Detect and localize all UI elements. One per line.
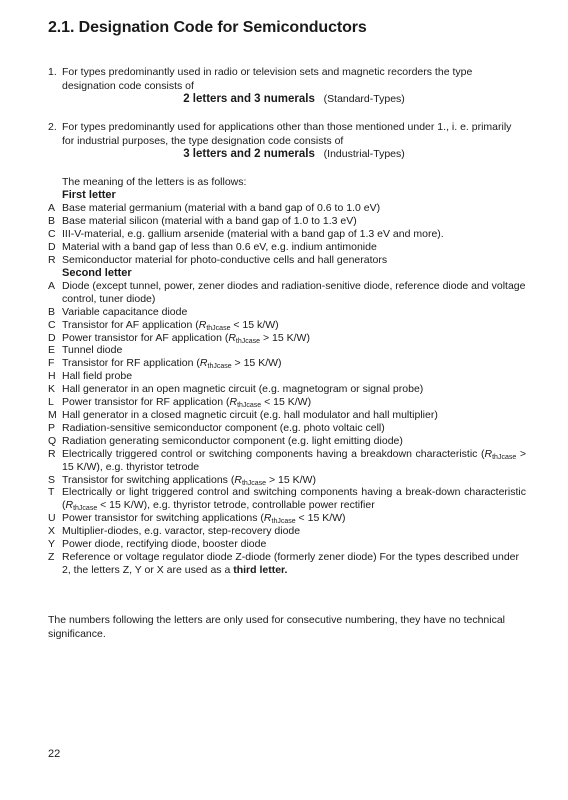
letter-description [62, 551, 526, 577]
intro-text: For types predominantly used in radio or television sets and magnetic recorders the type designation code consists of [62, 66, 473, 92]
letter-code: Q [48, 434, 57, 447]
letter-description [62, 422, 526, 435]
resistance-symbol: R [484, 447, 493, 460]
third-letter-emphasis: third letter. [233, 563, 288, 576]
resistance-symbol: R [263, 512, 272, 525]
letter-item [48, 357, 526, 370]
letter-item [48, 512, 526, 525]
intro-suffix: (Standard-Types) [323, 93, 405, 105]
letter-item [48, 474, 526, 487]
letter-item [48, 409, 526, 422]
letter-item [48, 215, 526, 228]
resistance-subscript: thJcase [492, 453, 517, 461]
description-text: Power transistor for switching applications ( [62, 512, 264, 525]
letter-item [48, 254, 526, 267]
resistance-subscript: thJcase [271, 518, 296, 526]
description-text: Reference or voltage regulator diode Z-diode (formerly zener diode) For the types described under 2, the letters Z, Y or X are used as a [62, 550, 519, 576]
resistance-symbol: R [199, 357, 208, 370]
letter-item [48, 551, 526, 577]
letter-description [62, 409, 526, 422]
description-text: Radiation generating semiconductor component (e.g. light emitting diode) [62, 434, 403, 447]
letter-code: H [48, 370, 56, 383]
description-text: Semiconductor material for photo-conductive cells and hall generators [62, 253, 388, 266]
first-letter-list [48, 189, 526, 266]
description-text: Variable capacitance diode [62, 305, 188, 318]
second-letter-heading: Second letter [62, 267, 132, 279]
letter-code: D [48, 331, 56, 344]
description-text: Power transistor for RF application ( [62, 396, 230, 409]
letter-item [48, 422, 526, 435]
footer-note: The numbers following the letters are only used for consecutive numbering, they have no technical significance. [48, 614, 506, 640]
letter-code: P [48, 421, 56, 434]
letter-code: Z [48, 550, 55, 563]
resistance-symbol: R [228, 331, 236, 344]
second-letter-list [48, 267, 526, 577]
letter-description [62, 319, 526, 332]
letter-description [62, 383, 526, 396]
letter-description [62, 525, 526, 538]
description-text: III-V-material, e.g. gallium arsenide (material with a band gap of 1.3 eV and more). [62, 227, 444, 240]
letter-item [48, 344, 526, 357]
letter-code: B [48, 305, 56, 318]
letter-code: S [48, 473, 56, 486]
letter-code: X [48, 525, 56, 538]
letter-description [62, 512, 526, 525]
letter-code: A [48, 201, 56, 214]
letter-description [62, 332, 526, 345]
letter-item [48, 228, 526, 241]
letter-item [48, 383, 526, 396]
description-text: Transistor for switching applications ( [62, 473, 235, 486]
description-text: Multiplier-diodes, e.g. varactor, step-recovery diode [62, 525, 301, 538]
intro-text: For types predominantly used for applications other than those mentioned under 1., i. e. primarily for industrial purposes, the type designation code consists of [62, 121, 512, 147]
intro-item-1 [48, 66, 526, 107]
intro-highlight: 3 letters and 2 numerals [183, 148, 315, 160]
letter-code: A [48, 279, 56, 292]
description-text: > 15 K/W) [260, 331, 310, 344]
description-text: Diode (except tunnel, power, zener diodes and radiation-senitive diode, reference diode and voltage control, tuner diode) [62, 279, 526, 305]
letter-description [62, 474, 526, 487]
letter-description [62, 202, 526, 215]
letter-description [62, 357, 526, 370]
description-text: < 15 K/W), e.g. thyristor tetrode, controllable power rectifier [97, 499, 375, 512]
letter-description [62, 228, 526, 241]
description-text: > 15 K/W), e.g. thyristor tetrode [62, 447, 526, 473]
letter-description [62, 241, 526, 254]
resistance-symbol: R [234, 473, 242, 486]
resistance-symbol: R [65, 499, 74, 512]
letter-description [62, 306, 526, 319]
description-text: Power transistor for AF application ( [62, 331, 229, 344]
letter-description [62, 435, 526, 448]
letter-description [62, 448, 526, 474]
letter-code: B [48, 214, 56, 227]
section-title: 2.1. Designation Code for Semiconductors [48, 19, 367, 36]
letter-item [48, 306, 526, 319]
letter-description [62, 254, 526, 267]
resistance-subscript: thJcase [237, 402, 262, 410]
letter-item [48, 241, 526, 254]
resistance-subscript: thJcase [73, 505, 98, 513]
meaning-heading: The meaning of the letters is as follows: [62, 176, 247, 188]
intro-item-2 [48, 121, 526, 162]
resistance-symbol: R [198, 318, 207, 331]
letter-item [48, 538, 526, 551]
letter-item [48, 486, 526, 512]
letter-code: K [48, 383, 56, 396]
letter-item [48, 370, 526, 383]
letter-code: R [48, 447, 56, 460]
resistance-subscript: thJcase [241, 479, 267, 487]
description-text: < 15 K/W) [295, 512, 346, 525]
letter-item [48, 396, 526, 409]
description-text: Material with a band gap of less than 0.6 eV, e.g. indium antimonide [62, 240, 377, 253]
letter-item [48, 448, 526, 474]
letter-code: Y [48, 538, 56, 551]
letter-item [48, 202, 526, 215]
intro-number: 1. [48, 66, 57, 78]
description-text: Hall field probe [62, 370, 133, 383]
letter-item [48, 525, 526, 538]
letter-code: E [48, 344, 56, 357]
letter-code: C [48, 227, 56, 240]
letter-code: U [48, 512, 56, 525]
intro-highlight: 2 letters and 3 numerals [183, 93, 315, 105]
description-text: Transistor for AF application ( [62, 318, 199, 331]
description-text: Power diode, rectifying diode, booster diode [62, 538, 267, 551]
resistance-subscript: thJcase [235, 337, 261, 345]
description-text: Electrically or light triggered control and switching components having a break-down characteristic ( [62, 486, 526, 512]
description-text: < 15 K/W) [261, 396, 312, 409]
description-text: Hall generator in a closed magnetic circuit (e.g. hall modulator and hall multiplier) [62, 408, 438, 421]
description-text: Electrically triggered control or switching components having a breakdown characteristic ( [62, 447, 485, 460]
letter-item [48, 435, 526, 448]
letter-code: R [48, 253, 56, 266]
letter-code: T [48, 486, 55, 499]
letter-code: D [48, 240, 56, 253]
letter-description [62, 538, 526, 551]
description-text: Hall generator in an open magnetic circuit (e.g. magnetogram or signal probe) [62, 383, 424, 396]
letter-description [62, 215, 526, 228]
resistance-symbol: R [229, 396, 238, 409]
letter-code: C [48, 318, 56, 331]
letter-item [48, 280, 526, 306]
page-number: 22 [48, 748, 61, 760]
resistance-subscript: thJcase [206, 324, 231, 332]
first-letter-heading: First letter [62, 189, 116, 201]
intro-number: 2. [48, 121, 57, 133]
letter-description [62, 280, 526, 306]
description-text: > 15 K/W) [266, 473, 316, 486]
letter-code: F [48, 357, 55, 370]
description-text: < 15 k/W) [230, 318, 279, 331]
intro-designation [62, 93, 526, 107]
letter-description [62, 370, 526, 383]
intro-designation [62, 148, 526, 162]
letter-code: L [48, 396, 54, 409]
description-text: Radiation-sensitive semiconductor component (e.g. photo voltaic cell) [62, 421, 385, 434]
description-text: Base material germanium (material with a band gap of 0.6 to 1.0 eV) [62, 201, 381, 214]
description-text: Tunnel diode [62, 344, 123, 357]
letter-description [62, 486, 526, 512]
resistance-subscript: thJcase [207, 363, 232, 371]
description-text: Transistor for RF application ( [62, 357, 200, 370]
letter-item [48, 332, 526, 345]
description-text: > 15 K/W) [231, 357, 282, 370]
letter-item [48, 319, 526, 332]
intro-suffix: (Industrial-Types) [323, 148, 405, 160]
letter-description [62, 396, 526, 409]
letter-code: M [48, 408, 57, 421]
letter-description [62, 344, 526, 357]
description-text: Base material silicon (material with a band gap of 1.0 to 1.3 eV) [62, 214, 357, 227]
